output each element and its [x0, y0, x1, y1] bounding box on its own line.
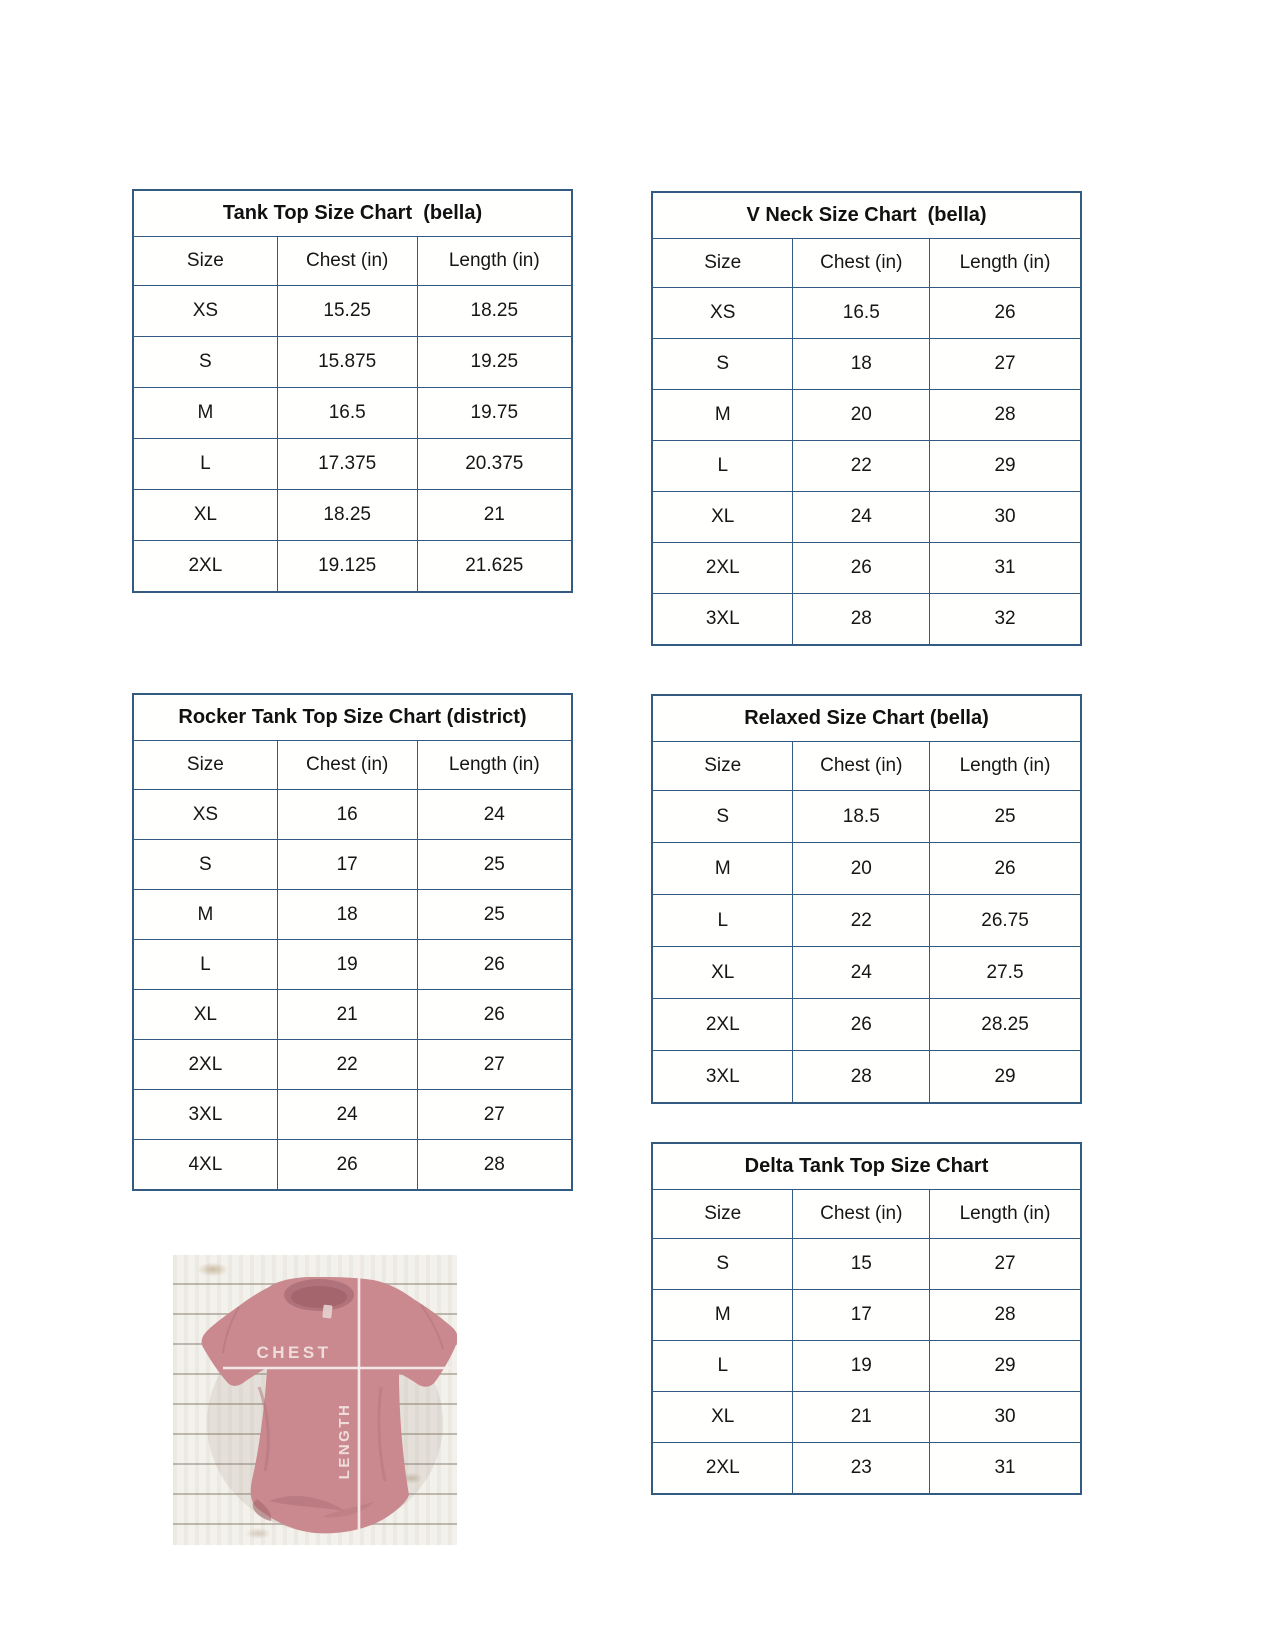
table-cell: 18.5 — [793, 791, 930, 842]
table-row — [653, 1239, 1080, 1289]
tshirt-illustration — [173, 1255, 457, 1545]
table-cell: 22 — [278, 1040, 418, 1089]
column-header-chest: Chest (in) — [278, 741, 418, 789]
table-cell: 16.5 — [278, 388, 418, 438]
table-row — [134, 438, 571, 489]
table-row — [134, 939, 571, 989]
table-row — [653, 593, 1080, 644]
table-row — [653, 1340, 1080, 1391]
table-row — [653, 1391, 1080, 1442]
table-cell: 21 — [793, 1392, 930, 1442]
table-row — [653, 338, 1080, 389]
table-cell: 17.375 — [278, 439, 418, 489]
table-cell: 3XL — [653, 594, 793, 644]
table-row — [653, 946, 1080, 998]
table-cell: 26 — [278, 1140, 418, 1189]
table-cell: 27 — [483, 1103, 505, 1125]
tshirt-measurement-photo — [173, 1255, 457, 1545]
table-cell: L — [134, 940, 278, 989]
table-cell: 18 — [278, 890, 418, 939]
table-cell: S — [653, 1239, 793, 1289]
table-cell: 21 — [483, 504, 505, 525]
table-header-row — [653, 239, 1080, 288]
table-row — [653, 389, 1080, 440]
collar-label — [322, 1305, 332, 1319]
table-cell: 16.5 — [793, 288, 930, 338]
table-body — [134, 286, 571, 591]
table-row — [653, 1289, 1080, 1340]
table-cell: 26 — [483, 1003, 505, 1025]
length-label: LENGTH — [336, 1402, 353, 1480]
table-row — [134, 489, 571, 540]
table-cell: M — [653, 1290, 793, 1340]
table-cell: 27 — [994, 353, 1016, 374]
table-cell: 26 — [483, 953, 505, 975]
table-cell: XS — [653, 288, 793, 338]
table-cell: 29 — [994, 1065, 1016, 1087]
table-header-row — [134, 237, 571, 286]
table-cell: 28.25 — [981, 1013, 1029, 1035]
table-cell: 29 — [994, 455, 1016, 476]
table-cell: 26 — [793, 999, 930, 1050]
table-cell: S — [653, 339, 793, 389]
table-cell: 17 — [793, 1290, 930, 1340]
table-cell: 20.375 — [465, 453, 524, 474]
column-header-size: Size — [653, 1190, 793, 1238]
table-cell: S — [134, 840, 278, 889]
table-cell: 3XL — [653, 1051, 793, 1102]
table-cell: 25 — [483, 903, 505, 925]
table-row — [653, 288, 1080, 338]
table-cell: 28 — [483, 1153, 505, 1175]
table-cell: M — [653, 843, 793, 894]
table-cell: XL — [653, 947, 793, 998]
table-row — [134, 1139, 571, 1189]
table-title: Relaxed Size Chart (bella) — [653, 696, 1080, 742]
table-row — [653, 491, 1080, 542]
table-row — [134, 1089, 571, 1139]
table-cell: XL — [134, 490, 278, 540]
chest-label: CHEST — [256, 1343, 332, 1362]
table-header-row — [653, 742, 1080, 791]
table-cell: XS — [134, 790, 278, 839]
table-cell: 28 — [793, 1051, 930, 1102]
table-cell: S — [653, 791, 793, 842]
table-cell: 19.75 — [470, 402, 519, 423]
table-cell: 24 — [278, 1090, 418, 1139]
table-cell: 27.5 — [986, 961, 1024, 983]
table-cell: 18.25 — [278, 490, 418, 540]
table-cell: L — [653, 895, 793, 946]
table-cell: 3XL — [134, 1090, 278, 1139]
table-cell: 24 — [793, 947, 930, 998]
table-cell: 20 — [793, 390, 930, 440]
table-cell: 24 — [793, 492, 930, 542]
table-body — [134, 790, 571, 1189]
table-cell: 26 — [994, 857, 1016, 879]
column-header-length: Length (in) — [959, 252, 1051, 273]
table-cell: 28 — [793, 594, 930, 644]
table-cell: 20 — [793, 843, 930, 894]
table-cell: 26.75 — [981, 909, 1029, 931]
column-header-size: Size — [134, 741, 278, 789]
table-cell: XL — [134, 990, 278, 1039]
table-cell: 19.125 — [278, 541, 418, 591]
table-cell: 19 — [278, 940, 418, 989]
column-header-chest: Chest (in) — [793, 239, 930, 287]
collar-opening — [291, 1286, 347, 1308]
table-row — [134, 889, 571, 939]
table-cell: 15.25 — [278, 286, 418, 336]
table-cell: L — [653, 1341, 793, 1391]
size-chart-table-v-neck — [651, 191, 1082, 646]
table-cell: 18.25 — [470, 300, 519, 321]
table-cell: 31 — [994, 557, 1016, 578]
table-title: Delta Tank Top Size Chart — [653, 1144, 1080, 1190]
table-cell: S — [134, 337, 278, 387]
table-cell: 4XL — [134, 1140, 278, 1189]
column-header-size: Size — [653, 239, 793, 287]
column-header-chest: Chest (in) — [278, 237, 418, 285]
table-cell: 22 — [793, 441, 930, 491]
column-header-length: Length (in) — [448, 250, 540, 271]
table-row — [134, 790, 571, 839]
table-header-row — [653, 1190, 1080, 1239]
table-row — [134, 336, 571, 387]
table-cell: 30 — [994, 1406, 1016, 1427]
table-row — [134, 839, 571, 889]
table-cell: 2XL — [134, 1040, 278, 1089]
table-title: Tank Top Size Chart (bella) — [134, 191, 571, 237]
table-cell: 24 — [483, 803, 505, 825]
table-cell: 32 — [994, 608, 1016, 629]
size-chart-table-relaxed — [651, 694, 1082, 1104]
column-header-length: Length (in) — [959, 1203, 1051, 1224]
table-cell: M — [653, 390, 793, 440]
table-row — [653, 1442, 1080, 1493]
table-cell: 18 — [793, 339, 930, 389]
table-cell: 26 — [793, 543, 930, 593]
table-row — [653, 894, 1080, 946]
table-cell: 2XL — [653, 543, 793, 593]
table-cell: 27 — [483, 1053, 505, 1075]
table-row — [134, 286, 571, 336]
table-header-row — [134, 741, 571, 790]
table-cell: 21 — [278, 990, 418, 1039]
table-cell: XS — [134, 286, 278, 336]
column-header-chest: Chest (in) — [793, 1190, 930, 1238]
table-cell: L — [653, 441, 793, 491]
table-cell: 19.25 — [470, 351, 519, 372]
table-cell: 25 — [483, 853, 505, 875]
column-header-size: Size — [134, 237, 278, 285]
table-cell: 15 — [793, 1239, 930, 1289]
table-row — [134, 540, 571, 591]
table-cell: 27 — [994, 1253, 1016, 1274]
table-cell: 22 — [793, 895, 930, 946]
size-chart-table-delta-tank-top — [651, 1142, 1082, 1495]
table-title: V Neck Size Chart (bella) — [653, 193, 1080, 239]
table-cell: 15.875 — [278, 337, 418, 387]
table-cell: 21.625 — [465, 555, 524, 576]
table-cell: XL — [653, 1392, 793, 1442]
table-cell: 30 — [994, 506, 1016, 527]
column-header-size: Size — [653, 742, 793, 790]
table-cell: 2XL — [134, 541, 278, 591]
table-cell: 16 — [278, 790, 418, 839]
table-cell: 25 — [994, 805, 1016, 827]
table-row — [653, 1050, 1080, 1102]
size-chart-table-rocker-tank-top — [132, 693, 573, 1191]
table-row — [134, 387, 571, 438]
table-row — [134, 989, 571, 1039]
table-cell: 19 — [793, 1341, 930, 1391]
column-header-chest: Chest (in) — [793, 742, 930, 790]
table-cell: 31 — [994, 1457, 1016, 1478]
table-cell: 17 — [278, 840, 418, 889]
table-row — [653, 542, 1080, 593]
column-header-length: Length (in) — [959, 755, 1051, 776]
table-body — [653, 288, 1080, 644]
table-cell: 29 — [994, 1355, 1016, 1376]
table-row — [653, 440, 1080, 491]
table-row — [653, 998, 1080, 1050]
table-cell: L — [134, 439, 278, 489]
table-cell: 23 — [793, 1443, 930, 1493]
table-body — [653, 1239, 1080, 1493]
size-chart-table-tank-top — [132, 189, 573, 593]
table-cell: 26 — [994, 302, 1016, 323]
column-header-length: Length (in) — [448, 754, 540, 775]
table-cell: 28 — [994, 404, 1016, 425]
table-row — [653, 842, 1080, 894]
table-row — [653, 791, 1080, 842]
table-title: Rocker Tank Top Size Chart (district) — [134, 695, 571, 741]
table-cell: 28 — [994, 1304, 1016, 1325]
table-cell: M — [134, 890, 278, 939]
table-cell: XL — [653, 492, 793, 542]
table-cell: 2XL — [653, 999, 793, 1050]
table-row — [134, 1039, 571, 1089]
table-cell: M — [134, 388, 278, 438]
table-cell: 2XL — [653, 1443, 793, 1493]
table-body — [653, 791, 1080, 1102]
